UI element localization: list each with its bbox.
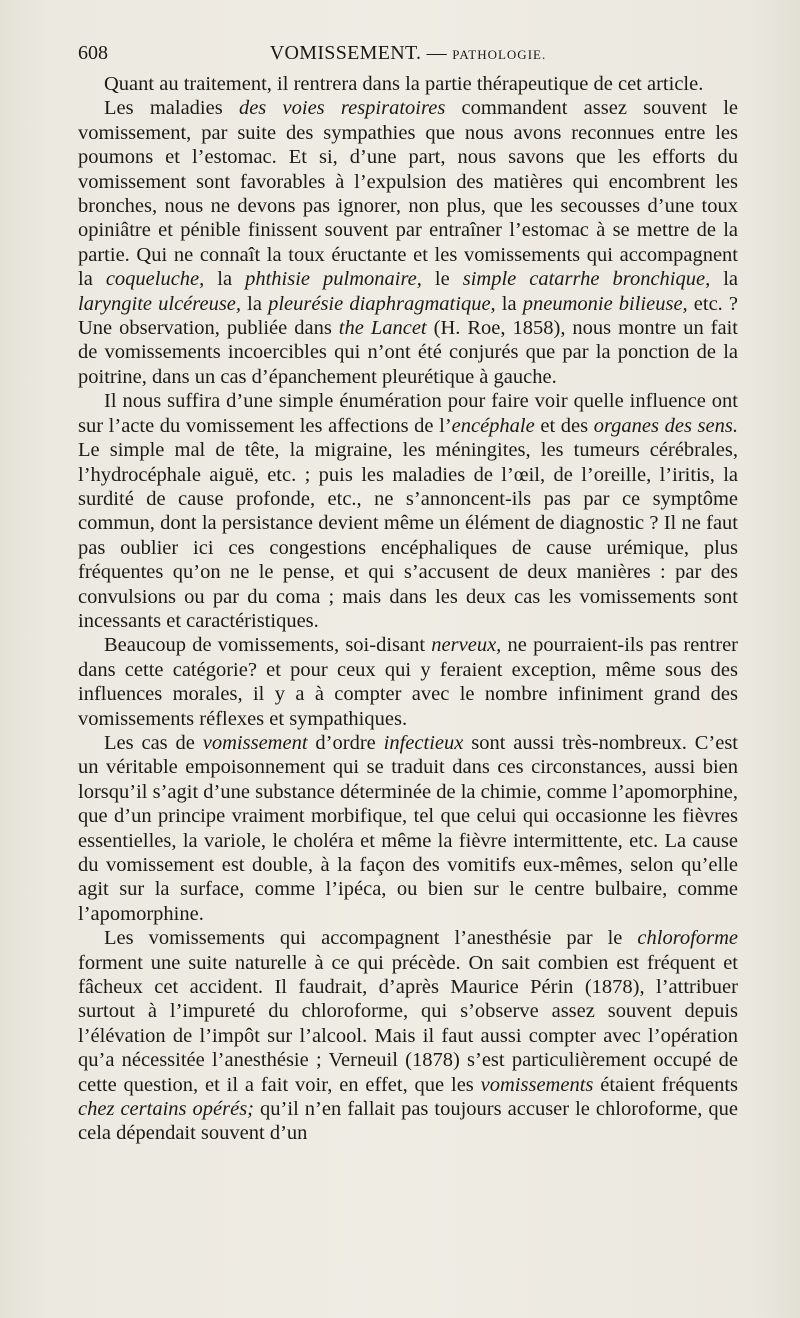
text-run: commandent assez souvent le vomissement, par suite des sympathies que nous avons reconnues entre les poumons et l’estomac. Et si, d’une part, nous savons que les efforts du vomissement sont favorables à l’expulsion des matières qui encombrent les bronches, nous ne devons pas ignorer, non plus, que les secousses d’une toux opiniâtre et pénible finissent souvent par entraîner l’estomac à se mettre de la partie. Qui ne connaît la toux éructante et les vomissements qui accompagnent la bbox=[78, 97, 738, 291]
italic-text: the Lancet bbox=[338, 317, 427, 340]
italic-text: laryngite ulcéreuse, bbox=[78, 292, 242, 315]
text-run: (H. Roe, 1858), nous montre un fait de vomissements incoercibles qui n’ont été conjurés que par la ponction de la poitrine, dans un cas d’épanchement pleurétique à gauche. bbox=[78, 317, 738, 388]
page-number: 608 bbox=[78, 42, 108, 64]
italic-text: chez certains opérés; bbox=[78, 1098, 255, 1121]
running-head-title: VOMISSEMENT. bbox=[269, 42, 422, 64]
text-run: Quant au traitement, il rentrera dans la partie thérapeutique de cet article. bbox=[104, 73, 704, 95]
text-run: forment une suite naturelle à ce qui précède. On sait combien est fréquent et fâcheux cet accident. Il faudrait, d’après Maurice Périn (1878), l’attribuer surtout à l’impureté du chloroforme, qui s’observe assez souvent depuis l’élévation de l’impôt sur l’alcool. Mais il faut aussi compter avec l’opération qu’a nécessitée l’anesthésie ; Verneuil (1878) s’est particulièrement occupé de cette question, et il a fait voir, en effet, que les bbox=[78, 951, 738, 1096]
paragraph bbox=[78, 731, 738, 926]
italic-text: coqueluche, bbox=[105, 268, 205, 291]
text-run: Les cas de bbox=[104, 731, 203, 754]
italic-text: phthisie pulmonaire, bbox=[245, 268, 422, 291]
paragraph bbox=[78, 72, 738, 96]
text-run: Il nous suffira d’une simple énumération pour faire voir quelle influence ont sur l’acte du vomissement les affections de l’ bbox=[78, 390, 738, 437]
text-run: la bbox=[241, 292, 269, 315]
italic-text: simple catarrhe bronchique, bbox=[462, 268, 711, 291]
text-run: ne pourraient-ils pas rentrer dans cette catégorie? et pour ceux qui y feraient exception, même sous des influences morales, il y a à compter avec le nombre infiniment grand des vomissements réflexes et sympathiques. bbox=[78, 634, 738, 730]
text-run: Le simple mal de tête, la migraine, les méningites, les tumeurs cérébrales, l’hydrocéphale aiguë, etc. ; puis les maladies de l’œil, de l’oreille, l’iritis, la surdité de cause profonde, etc., ne s’annoncent-ils pas par ce symptôme commun, dont la persistance devient même un élément de diagnostic ? Il ne faut pas oublier ici ces congestions encéphaliques de cause urémique, plus fréquentes qu’on ne le pense, et qui s’accusent de deux manières : par des convulsions ou par du coma ; mais dans les deux cas les vomissements sont incessants et caractéristiques. bbox=[78, 439, 738, 632]
italic-text: pneumonie bilieuse, bbox=[522, 292, 688, 315]
paragraph bbox=[78, 96, 738, 389]
text-run: le bbox=[421, 268, 463, 291]
italic-text: pleurésie diaphragmatique, bbox=[268, 292, 496, 315]
paragraph bbox=[78, 926, 738, 1146]
running-head-dash: — bbox=[426, 42, 447, 64]
italic-text: chloroforme bbox=[637, 927, 738, 950]
italic-text: vomissement bbox=[202, 731, 308, 754]
italic-text: des voies respiratoires bbox=[238, 97, 446, 120]
page-header bbox=[78, 40, 738, 66]
text-run: Beaucoup de vomissements, soi-disant bbox=[104, 634, 432, 657]
text-run: sont aussi très-nombreux. C’est un véritable empoisonnement qui se traduit dans ces circonstances, aussi bien lorsqu’il s’agit d’une substance déterminée de la chimie, comme l’apomorphine, que d’un principe vraiment morbifique, tel que celui qui occasionne les fièvres essentielles, la variole, le choléra et même la fièvre intermittente, etc. La cause du vomissement est double, à la façon des vomitifs eux-mêmes, selon qu’elle agit sur la surface, comme l’ipéca, ou bien sur le centre bulbaire, comme l’apomorphine. bbox=[78, 731, 738, 925]
text-run: la bbox=[204, 268, 246, 291]
text-run: la bbox=[495, 292, 523, 315]
text-run: étaient fréquents bbox=[593, 1073, 738, 1096]
text-run: et des bbox=[534, 414, 594, 437]
italic-text: nerveux, bbox=[431, 634, 502, 657]
text-run: Les vomissements qui accompagnent l’anesthésie par le bbox=[104, 927, 638, 950]
text-run: Les maladies bbox=[104, 97, 239, 120]
running-head bbox=[78, 40, 738, 68]
paragraph bbox=[78, 633, 738, 731]
italic-text: encéphale bbox=[451, 414, 535, 437]
paragraph bbox=[78, 389, 738, 633]
text-run: d’ordre bbox=[307, 731, 384, 754]
italic-text: organes des sens. bbox=[593, 414, 738, 437]
italic-text: vomissements bbox=[480, 1073, 594, 1096]
text-run: etc. ? Une observation, publiée dans bbox=[78, 292, 739, 340]
body-text bbox=[78, 72, 738, 1146]
running-head-section: PATHOLOGIE. bbox=[452, 47, 547, 62]
text-run: la bbox=[710, 268, 739, 291]
italic-text: infectieux bbox=[383, 731, 464, 754]
text-run: qu’il n’en fallait pas toujours accuser le chloroforme, que cela dépendait souvent d’un bbox=[78, 1098, 739, 1145]
